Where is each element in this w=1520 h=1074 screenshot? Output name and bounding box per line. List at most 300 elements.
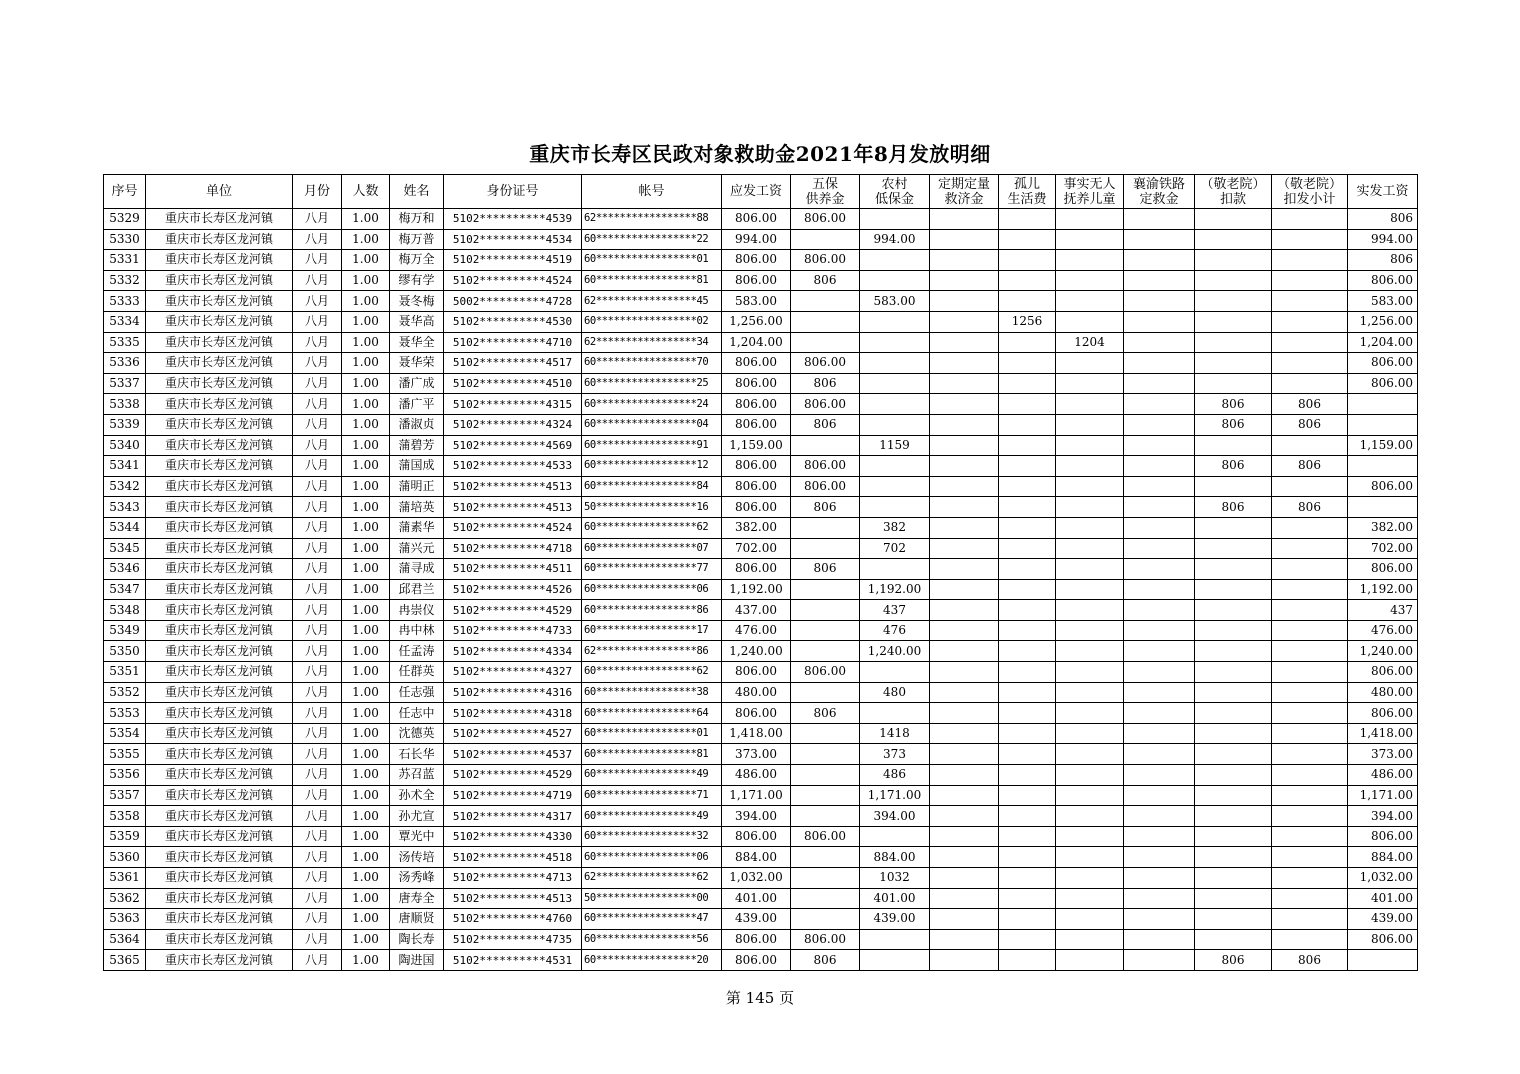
table-cell — [1124, 538, 1195, 559]
table-cell — [999, 950, 1056, 971]
table-cell — [930, 394, 999, 415]
table-cell: 5102**********4733 — [444, 620, 582, 641]
table-cell — [1195, 641, 1272, 662]
table-cell: 重庆市长寿区龙河镇 — [146, 538, 293, 559]
table-cell: 5356 — [104, 765, 146, 786]
table-cell — [930, 723, 999, 744]
table-cell: 806 — [1348, 250, 1418, 271]
table-cell: 1,240.00 — [860, 641, 930, 662]
table-cell: 1.00 — [342, 311, 390, 332]
table-cell — [1195, 517, 1272, 538]
table-cell — [860, 950, 930, 971]
table-cell: 439.00 — [860, 909, 930, 930]
table-cell — [930, 456, 999, 477]
table-cell — [1124, 785, 1195, 806]
table-cell: 806.00 — [722, 414, 791, 435]
column-header: 人数 — [342, 175, 390, 209]
table-cell — [1056, 476, 1124, 497]
table-cell: 476 — [860, 620, 930, 641]
table-cell: 60*****************12 — [582, 456, 722, 477]
table-cell — [791, 785, 860, 806]
table-cell — [930, 641, 999, 662]
table-cell: 重庆市长寿区龙河镇 — [146, 888, 293, 909]
table-cell — [1272, 929, 1348, 950]
column-header: 姓名 — [390, 175, 444, 209]
table-cell — [1272, 209, 1348, 230]
table-cell — [1195, 332, 1272, 353]
table-cell: 806.00 — [722, 270, 791, 291]
column-header: 襄渝铁路 定救金 — [1124, 175, 1195, 209]
table-cell: 702.00 — [722, 538, 791, 559]
table-cell — [1056, 806, 1124, 827]
table-cell: 60*****************49 — [582, 806, 722, 827]
table-cell: 1.00 — [342, 517, 390, 538]
table-row — [104, 209, 1418, 230]
table-cell — [1195, 311, 1272, 332]
table-cell: 5102**********4531 — [444, 950, 582, 971]
table-cell — [791, 806, 860, 827]
column-header: （敬老院） 扣款 — [1195, 175, 1272, 209]
table-cell: 5102**********4324 — [444, 414, 582, 435]
table-cell — [999, 476, 1056, 497]
table-cell: 重庆市长寿区龙河镇 — [146, 703, 293, 724]
table-cell — [791, 311, 860, 332]
table-cell: 1,159.00 — [722, 435, 791, 456]
table-cell: 5352 — [104, 682, 146, 703]
table-cell: 八月 — [293, 250, 342, 271]
table-cell — [1056, 579, 1124, 600]
table-cell: 八月 — [293, 291, 342, 312]
table-cell: 八月 — [293, 373, 342, 394]
table-row — [104, 765, 1418, 786]
table-cell: 1.00 — [342, 600, 390, 621]
table-cell: 八月 — [293, 456, 342, 477]
table-cell — [930, 703, 999, 724]
table-cell — [1272, 682, 1348, 703]
table-cell — [1195, 270, 1272, 291]
table-cell: 5359 — [104, 826, 146, 847]
table-cell: 5349 — [104, 620, 146, 641]
table-cell — [1348, 394, 1418, 415]
table-row — [104, 476, 1418, 497]
table-cell: 60*****************32 — [582, 826, 722, 847]
table-cell: 重庆市长寿区龙河镇 — [146, 826, 293, 847]
table-cell — [1056, 373, 1124, 394]
table-cell — [999, 414, 1056, 435]
table-cell — [1056, 435, 1124, 456]
table-cell: 60*****************47 — [582, 909, 722, 930]
table-cell: 5334 — [104, 311, 146, 332]
table-cell — [999, 600, 1056, 621]
table-cell — [930, 826, 999, 847]
table-cell: 蒲素华 — [390, 517, 444, 538]
table-cell: 任群英 — [390, 662, 444, 683]
table-cell — [930, 950, 999, 971]
table-cell: 806.00 — [791, 353, 860, 374]
table-cell: 60*****************07 — [582, 538, 722, 559]
table-cell: 石长华 — [390, 744, 444, 765]
table-cell — [791, 291, 860, 312]
table-cell — [1195, 579, 1272, 600]
table-cell — [1056, 950, 1124, 971]
table-cell — [999, 559, 1056, 580]
table-cell — [1056, 209, 1124, 230]
table-cell: 60*****************25 — [582, 373, 722, 394]
table-cell: 5331 — [104, 250, 146, 271]
table-cell — [930, 311, 999, 332]
table-cell — [860, 311, 930, 332]
table-cell: 1,171.00 — [722, 785, 791, 806]
table-row — [104, 579, 1418, 600]
table-cell: 806.00 — [791, 929, 860, 950]
table-cell: 5346 — [104, 559, 146, 580]
table-cell: 八月 — [293, 538, 342, 559]
table-cell: 八月 — [293, 950, 342, 971]
table-cell: 1,418.00 — [722, 723, 791, 744]
table-cell — [930, 806, 999, 827]
table-cell: 401.00 — [860, 888, 930, 909]
table-cell — [1195, 250, 1272, 271]
table-cell — [999, 497, 1056, 518]
table-cell — [999, 723, 1056, 744]
table-row — [104, 373, 1418, 394]
table-cell — [791, 765, 860, 786]
table-cell: 5342 — [104, 476, 146, 497]
table-cell: 60*****************17 — [582, 620, 722, 641]
table-cell — [791, 620, 860, 641]
table-cell: 5002**********4728 — [444, 291, 582, 312]
table-cell: 373 — [860, 744, 930, 765]
table-cell: 806 — [1348, 209, 1418, 230]
table-cell: 1.00 — [342, 291, 390, 312]
table-cell: 806.00 — [722, 353, 791, 374]
table-cell — [1272, 723, 1348, 744]
table-cell: 八月 — [293, 394, 342, 415]
table-cell: 5353 — [104, 703, 146, 724]
table-cell: 1,171.00 — [1348, 785, 1418, 806]
table-cell — [999, 703, 1056, 724]
table-cell: 沈德英 — [390, 723, 444, 744]
table-cell: 394.00 — [722, 806, 791, 827]
table-cell: 373.00 — [1348, 744, 1418, 765]
table-cell — [1056, 353, 1124, 374]
table-cell: 1,192.00 — [1348, 579, 1418, 600]
table-cell: 806.00 — [791, 209, 860, 230]
table-row — [104, 414, 1418, 435]
table-cell: 60*****************38 — [582, 682, 722, 703]
table-cell: 1.00 — [342, 765, 390, 786]
table-cell: 重庆市长寿区龙河镇 — [146, 476, 293, 497]
table-row — [104, 703, 1418, 724]
table-cell: 394.00 — [1348, 806, 1418, 827]
table-cell — [1124, 909, 1195, 930]
table-cell: 1.00 — [342, 785, 390, 806]
table-cell: 806.00 — [722, 476, 791, 497]
table-cell: 潘广成 — [390, 373, 444, 394]
table-cell: 八月 — [293, 620, 342, 641]
table-cell — [1056, 662, 1124, 683]
table-cell: 60*****************81 — [582, 744, 722, 765]
table-cell — [930, 538, 999, 559]
table-cell — [1195, 209, 1272, 230]
table-cell — [1124, 209, 1195, 230]
table-cell — [1195, 868, 1272, 889]
column-header: 事实无人 抚养儿童 — [1056, 175, 1124, 209]
table-cell: 806.00 — [722, 373, 791, 394]
table-cell: 潘广平 — [390, 394, 444, 415]
table-cell: 1032 — [860, 868, 930, 889]
table-cell: 382.00 — [722, 517, 791, 538]
table-cell: 任志中 — [390, 703, 444, 724]
table-cell — [1272, 888, 1348, 909]
table-cell: 5344 — [104, 517, 146, 538]
table-cell: 5102**********4513 — [444, 476, 582, 497]
table-cell — [1272, 826, 1348, 847]
table-cell: 5102**********4511 — [444, 559, 582, 580]
table-cell — [930, 909, 999, 930]
table-cell: 八月 — [293, 209, 342, 230]
table-cell: 884.00 — [860, 847, 930, 868]
table-cell: 1.00 — [342, 250, 390, 271]
table-cell — [930, 517, 999, 538]
table-cell: 806.00 — [1348, 559, 1418, 580]
table-cell: 梅万全 — [390, 250, 444, 271]
table-cell: 5102**********4760 — [444, 909, 582, 930]
table-cell: 1.00 — [342, 682, 390, 703]
table-cell — [860, 476, 930, 497]
table-cell — [930, 229, 999, 250]
column-header: 定期定量 救济金 — [930, 175, 999, 209]
table-cell — [930, 682, 999, 703]
table-cell: 重庆市长寿区龙河镇 — [146, 682, 293, 703]
table-cell: 重庆市长寿区龙河镇 — [146, 270, 293, 291]
table-cell — [1124, 641, 1195, 662]
table-cell — [1056, 682, 1124, 703]
table-cell: 806 — [1195, 950, 1272, 971]
table-row — [104, 332, 1418, 353]
table-cell: 冉中林 — [390, 620, 444, 641]
table-cell — [1272, 600, 1348, 621]
table-cell: 1,240.00 — [722, 641, 791, 662]
table-cell — [1124, 744, 1195, 765]
table-cell — [791, 435, 860, 456]
table-cell: 480.00 — [1348, 682, 1418, 703]
table-cell: 5360 — [104, 847, 146, 868]
table-cell: 806.00 — [722, 497, 791, 518]
table-cell — [1272, 373, 1348, 394]
table-cell: 439.00 — [722, 909, 791, 930]
table-cell — [1056, 785, 1124, 806]
table-cell — [1195, 600, 1272, 621]
table-cell: 八月 — [293, 723, 342, 744]
table-row — [104, 311, 1418, 332]
page-number: 第 145 页 — [725, 989, 795, 1007]
table-cell: 60*****************02 — [582, 311, 722, 332]
table-cell — [1272, 641, 1348, 662]
table-cell: 八月 — [293, 332, 342, 353]
table-cell — [999, 785, 1056, 806]
table-cell: 1.00 — [342, 950, 390, 971]
table-cell — [930, 765, 999, 786]
table-cell: 1.00 — [342, 538, 390, 559]
table-cell: 5102**********4719 — [444, 785, 582, 806]
table-cell: 5351 — [104, 662, 146, 683]
table-cell — [999, 744, 1056, 765]
table-cell: 1.00 — [342, 641, 390, 662]
table-cell: 806.00 — [1348, 826, 1418, 847]
table-cell: 苏召蓝 — [390, 765, 444, 786]
column-header: （敬老院） 扣发小计 — [1272, 175, 1348, 209]
table-cell — [1056, 723, 1124, 744]
table-cell — [1124, 229, 1195, 250]
table-cell: 806 — [1272, 950, 1348, 971]
table-cell — [1195, 847, 1272, 868]
table-cell — [930, 414, 999, 435]
table-cell: 806.00 — [1348, 662, 1418, 683]
table-cell: 重庆市长寿区龙河镇 — [146, 456, 293, 477]
table-cell: 1.00 — [342, 662, 390, 683]
table-cell — [1272, 229, 1348, 250]
table-cell: 八月 — [293, 785, 342, 806]
table-cell — [1124, 888, 1195, 909]
table-cell — [1056, 456, 1124, 477]
table-cell: 382 — [860, 517, 930, 538]
table-cell — [1056, 250, 1124, 271]
table-cell: 1418 — [860, 723, 930, 744]
table-cell: 冉崇仪 — [390, 600, 444, 621]
table-cell: 5102**********4710 — [444, 332, 582, 353]
table-header-row — [104, 175, 1418, 209]
table-cell — [999, 250, 1056, 271]
table-cell: 1,256.00 — [1348, 311, 1418, 332]
table-cell: 1.00 — [342, 847, 390, 868]
table-cell — [1124, 929, 1195, 950]
table-cell: 806.00 — [722, 456, 791, 477]
table-cell — [1272, 744, 1348, 765]
table-cell: 437 — [1348, 600, 1418, 621]
table-cell: 884.00 — [1348, 847, 1418, 868]
table-cell — [999, 620, 1056, 641]
table-cell: 蒲培英 — [390, 497, 444, 518]
column-header: 月份 — [293, 175, 342, 209]
table-cell — [1272, 538, 1348, 559]
table-row — [104, 517, 1418, 538]
table-cell: 八月 — [293, 909, 342, 930]
table-cell: 806.00 — [791, 826, 860, 847]
table-cell: 邱君兰 — [390, 579, 444, 600]
table-cell: 1.00 — [342, 703, 390, 724]
table-cell — [1056, 826, 1124, 847]
table-cell: 60*****************06 — [582, 847, 722, 868]
table-cell — [1195, 806, 1272, 827]
table-cell: 60*****************01 — [582, 250, 722, 271]
table-cell: 八月 — [293, 744, 342, 765]
table-cell: 60*****************62 — [582, 517, 722, 538]
table-row — [104, 826, 1418, 847]
table-cell — [1195, 826, 1272, 847]
table-cell: 60*****************04 — [582, 414, 722, 435]
table-cell — [860, 929, 930, 950]
table-cell: 806.00 — [722, 662, 791, 683]
table-cell: 1.00 — [342, 888, 390, 909]
table-cell: 聂冬梅 — [390, 291, 444, 312]
table-cell: 62*****************88 — [582, 209, 722, 230]
table-cell: 806 — [791, 559, 860, 580]
table-cell — [1195, 476, 1272, 497]
table-cell — [1056, 559, 1124, 580]
table-cell — [791, 332, 860, 353]
table-cell — [1124, 476, 1195, 497]
table-cell — [1124, 868, 1195, 889]
table-cell — [999, 353, 1056, 374]
table-cell: 60*****************77 — [582, 559, 722, 580]
table-cell: 5338 — [104, 394, 146, 415]
table-row — [104, 620, 1418, 641]
table-cell: 5102**********4316 — [444, 682, 582, 703]
table-cell: 八月 — [293, 270, 342, 291]
table-cell: 1.00 — [342, 620, 390, 641]
table-cell: 蒲明正 — [390, 476, 444, 497]
table-cell — [1056, 847, 1124, 868]
table-cell: 5364 — [104, 929, 146, 950]
table-cell — [999, 682, 1056, 703]
table-cell: 梅万和 — [390, 209, 444, 230]
table-cell: 蒲碧芳 — [390, 435, 444, 456]
table-cell: 806 — [1272, 414, 1348, 435]
table-cell — [930, 250, 999, 271]
table-cell: 重庆市长寿区龙河镇 — [146, 291, 293, 312]
table-cell — [930, 291, 999, 312]
table-cell — [930, 332, 999, 353]
table-cell — [860, 826, 930, 847]
table-cell: 401.00 — [1348, 888, 1418, 909]
table-cell: 806.00 — [1348, 270, 1418, 291]
table-cell: 60*****************22 — [582, 229, 722, 250]
table-cell: 806.00 — [722, 929, 791, 950]
table-cell — [930, 847, 999, 868]
table-cell — [999, 579, 1056, 600]
table-cell: 5102**********4530 — [444, 311, 582, 332]
table-cell — [1195, 765, 1272, 786]
table-cell — [791, 909, 860, 930]
table-cell — [1056, 600, 1124, 621]
table-cell: 806.00 — [1348, 476, 1418, 497]
table-cell: 1,159.00 — [1348, 435, 1418, 456]
table-cell: 480.00 — [722, 682, 791, 703]
table-cell: 5357 — [104, 785, 146, 806]
table-cell: 1,240.00 — [1348, 641, 1418, 662]
table-cell: 重庆市长寿区龙河镇 — [146, 909, 293, 930]
table-row — [104, 641, 1418, 662]
table-cell: 62*****************34 — [582, 332, 722, 353]
table-cell: 重庆市长寿区龙河镇 — [146, 435, 293, 456]
table-cell: 八月 — [293, 559, 342, 580]
table-cell — [860, 703, 930, 724]
table-cell: 1,171.00 — [860, 785, 930, 806]
table-cell — [999, 270, 1056, 291]
table-cell — [1056, 641, 1124, 662]
table-cell: 潘淑贞 — [390, 414, 444, 435]
table-cell: 60*****************84 — [582, 476, 722, 497]
table-cell — [1124, 620, 1195, 641]
table-cell — [1195, 703, 1272, 724]
table-cell — [1348, 456, 1418, 477]
table-cell — [999, 209, 1056, 230]
table-cell — [1195, 929, 1272, 950]
table-cell — [999, 765, 1056, 786]
table-cell: 5355 — [104, 744, 146, 765]
table-cell: 1.00 — [342, 229, 390, 250]
